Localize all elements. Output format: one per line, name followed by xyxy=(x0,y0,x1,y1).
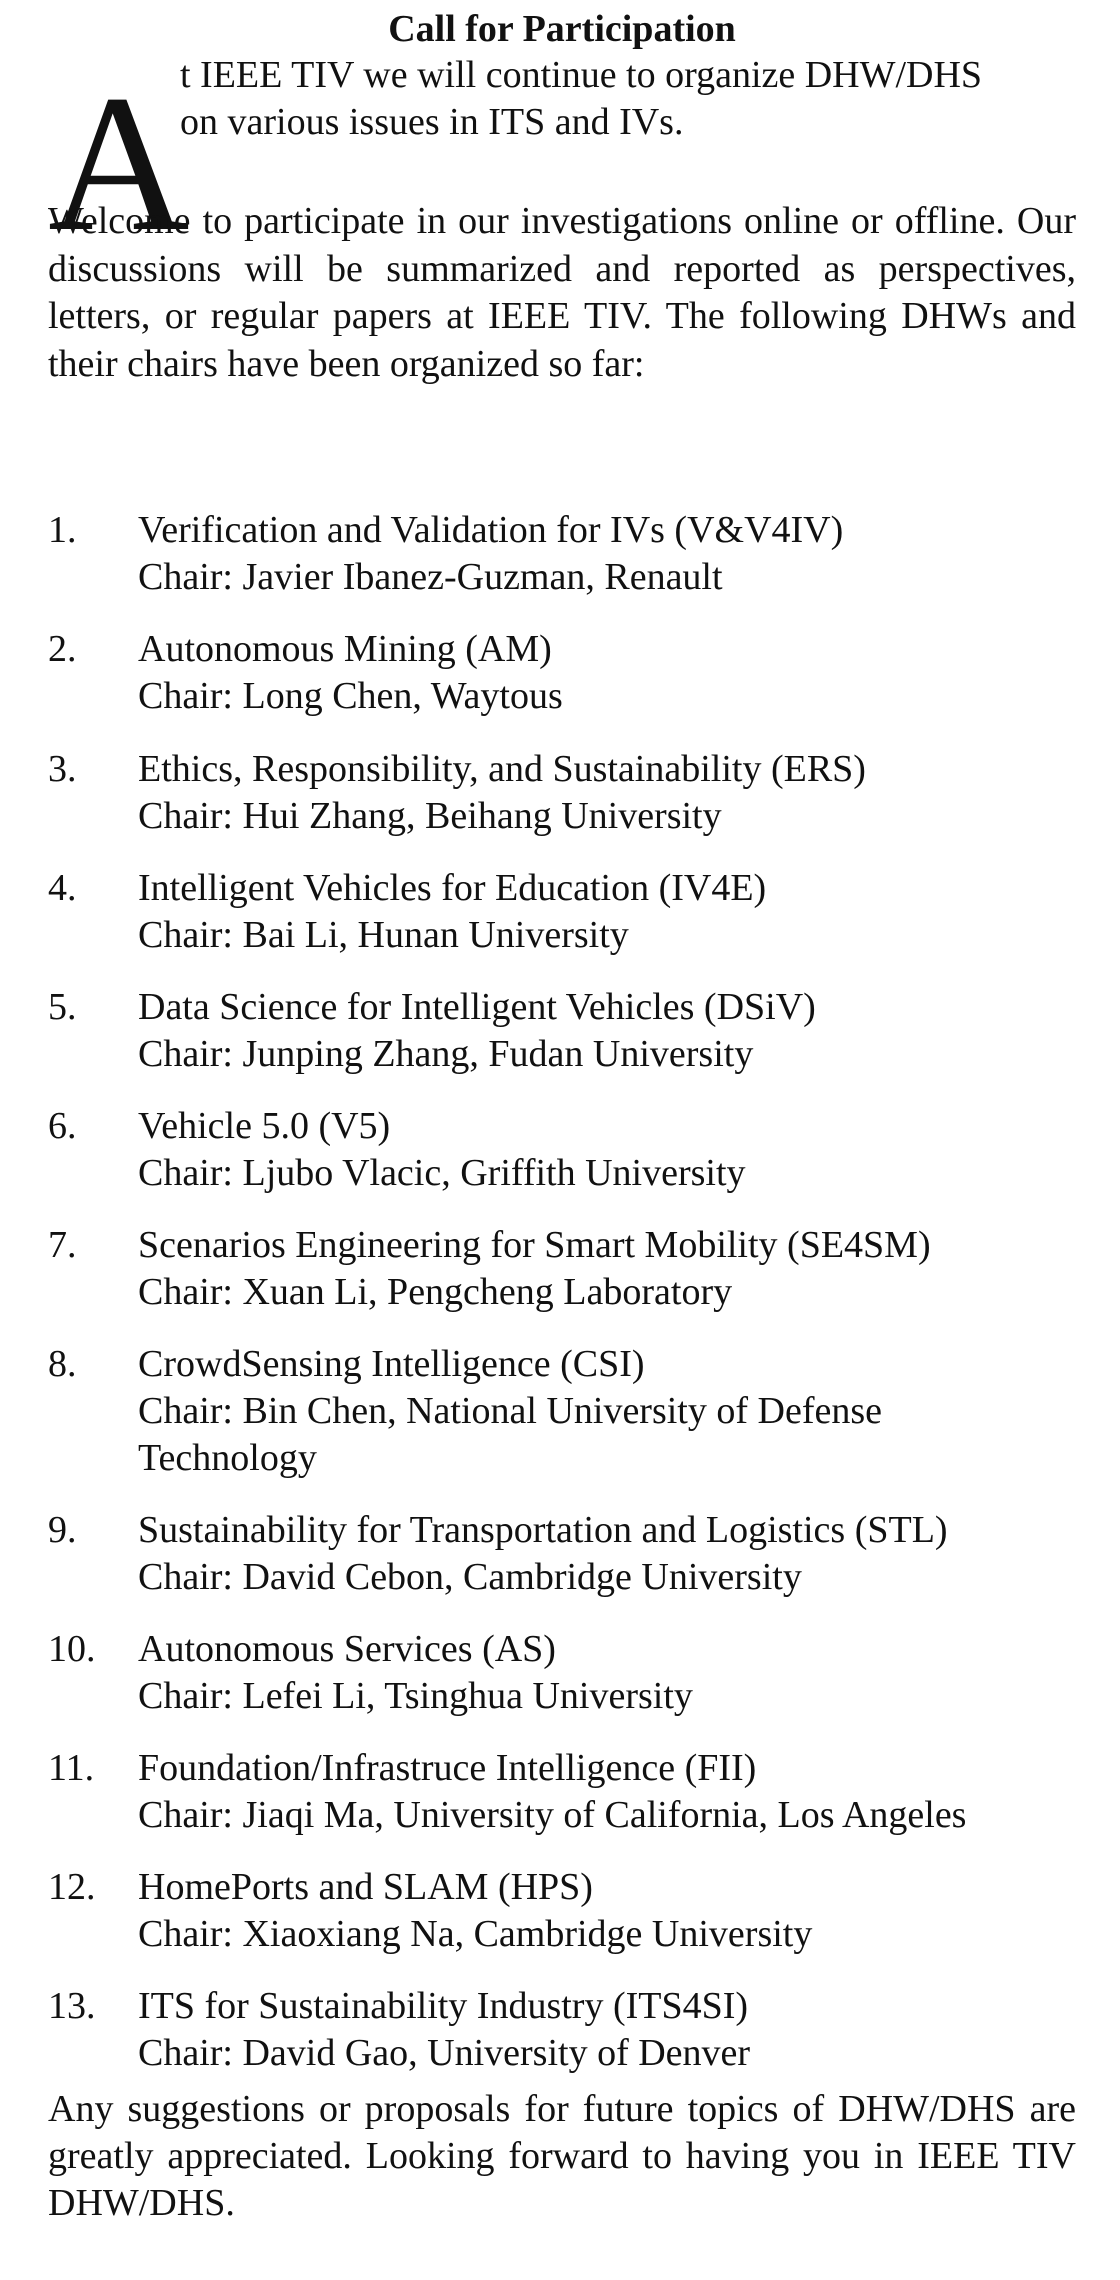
list-item xyxy=(48,626,1076,720)
intro-line-2: on various issues in ITS and IVs. xyxy=(180,101,684,143)
item-title: Foundation/Infrastruce Intelligence (FII) xyxy=(138,1747,757,1789)
item-title: Ethics, Responsibility, and Sustainability (ERS) xyxy=(138,748,866,790)
item-chair: Chair: Bai Li, Hunan University xyxy=(138,914,629,956)
item-chair: Chair: David Gao, University of Denver xyxy=(138,2032,751,2074)
item-number: 6. xyxy=(48,1105,77,1147)
intro-block xyxy=(48,52,1076,272)
list-item xyxy=(48,1222,1076,1316)
item-chair: Chair: Hui Zhang, Beihang University xyxy=(138,795,722,837)
item-number: 2. xyxy=(48,628,77,670)
item-title: Scenarios Engineering for Smart Mobility (SE4SM) xyxy=(138,1224,931,1266)
item-chair: Chair: David Cebon, Cambridge University xyxy=(138,1556,802,1598)
item-chair: Chair: Junping Zhang, Fudan University xyxy=(138,1033,754,1075)
item-chair: Chair: Long Chen, Waytous xyxy=(138,675,563,717)
item-title: Verification and Validation for IVs (V&V4IV) xyxy=(138,509,844,551)
item-number: 7. xyxy=(48,1224,77,1266)
list-item xyxy=(48,984,1076,1078)
item-number: 4. xyxy=(48,867,77,909)
item-title: ITS for Sustainability Industry (ITS4SI) xyxy=(138,1985,749,2027)
item-title: Sustainability for Transportation and Logistics (STL) xyxy=(138,1509,948,1551)
item-number: 8. xyxy=(48,1343,77,1385)
intro-line-1: t IEEE TIV we will continue to organize DHW/DHS xyxy=(180,54,983,96)
item-title: CrowdSensing Intelligence (CSI) xyxy=(138,1343,645,1385)
list-item xyxy=(48,746,1076,840)
item-title: Vehicle 5.0 (V5) xyxy=(138,1105,391,1147)
list-item xyxy=(48,1103,1076,1197)
item-number: 13. xyxy=(48,1985,96,2027)
item-title: Data Science for Intelligent Vehicles (DSiV) xyxy=(138,986,816,1028)
item-chair: Chair: Bin Chen, National University of Defense Technology xyxy=(138,1390,883,1479)
item-number: 12. xyxy=(48,1866,96,1908)
list-item xyxy=(48,1341,1076,1482)
list-item xyxy=(48,1983,1076,2077)
item-chair: Chair: Javier Ibanez-Guzman, Renault xyxy=(138,556,723,598)
page-title: Call for Participation xyxy=(388,8,736,50)
item-number: 5. xyxy=(48,986,77,1028)
closing-paragraph: Any suggestions or proposals for future topics of DHW/DHS are greatly appreciated. Looking forward to having you in IEEE TIV DHW/DHS. xyxy=(48,2088,1076,2224)
list-item xyxy=(48,1745,1076,1839)
welcome-paragraph: Welcome to participate in our investigations online or offline. Our discussions will be summarized and reported as perspectives, letters, or regular papers at IEEE TIV. The following DHWs and their chairs have been organized so far: xyxy=(48,200,1076,385)
drop-cap: A xyxy=(48,55,190,272)
item-title: Autonomous Services (AS) xyxy=(138,1628,556,1670)
item-number: 9. xyxy=(48,1509,77,1551)
dhw-list xyxy=(48,507,1076,2077)
item-chair: Chair: Xiaoxiang Na, Cambridge University xyxy=(138,1913,813,1955)
list-item xyxy=(48,1507,1076,1601)
item-chair: Chair: Ljubo Vlacic, Griffith University xyxy=(138,1152,746,1194)
item-chair: Chair: Jiaqi Ma, University of California, Los Angeles xyxy=(138,1794,967,1836)
list-item xyxy=(48,1626,1076,1720)
item-number: 1. xyxy=(48,509,77,551)
item-title: Autonomous Mining (AM) xyxy=(138,628,552,670)
list-item xyxy=(48,865,1076,959)
item-chair: Chair: Lefei Li, Tsinghua University xyxy=(138,1675,693,1717)
item-chair: Chair: Xuan Li, Pengcheng Laboratory xyxy=(138,1271,733,1313)
item-title: HomePorts and SLAM (HPS) xyxy=(138,1866,593,1908)
list-item xyxy=(48,1864,1076,1958)
item-number: 11. xyxy=(48,1747,95,1789)
list-item xyxy=(48,507,1076,601)
item-title: Intelligent Vehicles for Education (IV4E) xyxy=(138,867,767,909)
item-number: 10. xyxy=(48,1628,96,1670)
item-number: 3. xyxy=(48,748,77,790)
